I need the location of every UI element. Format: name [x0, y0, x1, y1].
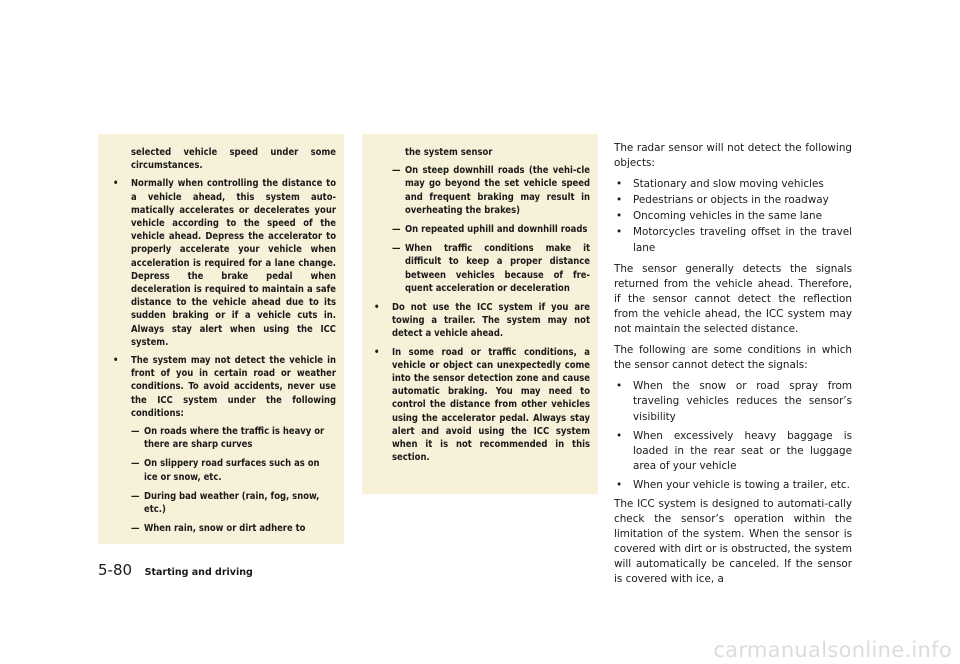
list-item-text: Oncoming vehicles in the same lane — [633, 210, 823, 223]
warning-dash-text: On slippery road surfaces such as on ice or snow, etc. — [144, 458, 320, 483]
page-footer — [98, 560, 253, 579]
dash-marker: — — [392, 243, 401, 255]
warning-bullet-text: The system may not detect the vehicle in front of you in certain road or weather conditions. To avoid accidents, never use the ICC system under the following conditions: — [131, 355, 336, 419]
list-item-text: When your vehicle is towing a trailer, etc. — [633, 478, 850, 491]
bullet-marker: • — [616, 380, 623, 393]
body-paragraph: The ICC system is designed to automati-cally check the sensor’s operation within the limitation of the system. When the sensor is covered with dirt or is obstructed, the system will automatically be canceled. If the sensor is covered with ice, a — [614, 497, 852, 586]
warning-dash-item — [372, 164, 590, 217]
warning-dash-item — [372, 242, 590, 295]
warning-dash-text: During bad weather (rain, fog, snow, etc.) — [144, 490, 320, 516]
list-item — [614, 379, 852, 424]
dash-marker: — — [392, 224, 401, 236]
warning-continuation-text: selected vehicle speed under some circumstances. — [131, 147, 336, 172]
warning-dash-item — [111, 457, 336, 483]
dash-marker: — — [392, 165, 401, 177]
page-number: 5-80 — [98, 561, 133, 579]
body-text-column — [614, 141, 852, 594]
warning-dash-text: When rain, snow or dirt adhere to — [144, 523, 306, 535]
warning-bullet-text: Do not use the ICC system if you are towing a trailer. The system may not detect a vehicle ahead. — [392, 302, 590, 340]
list-item — [614, 209, 852, 224]
warning-dash-item — [372, 223, 590, 236]
bullet-marker: • — [616, 226, 623, 239]
list-item — [614, 193, 852, 208]
list-item-text: When the snow or road spray from traveling vehicles reduces the sensor’s visibility — [633, 380, 852, 423]
warning-bullet-item — [111, 177, 336, 349]
bullet-marker: • — [374, 346, 380, 358]
watermark-text: carmanualsonline.info — [713, 638, 952, 662]
list-item — [614, 429, 852, 474]
warning-bullet-item — [372, 346, 590, 465]
section-title: Starting and driving — [144, 567, 253, 578]
dash-marker: — — [131, 490, 140, 502]
list-item-text: When excessively heavy baggage is loaded in the rear seat or the luggage area of your vehicle — [633, 429, 852, 472]
warning-continuation-text: the system sensor — [405, 147, 493, 158]
bullet-marker: • — [616, 478, 623, 491]
bullet-marker: • — [616, 178, 623, 191]
list-item-text: Stationary and slow moving vehicles — [633, 178, 824, 191]
warning-box-right — [362, 134, 598, 494]
warning-dash-item — [111, 425, 336, 451]
list-item-text: Motorcycles traveling offset in the travel lane — [633, 226, 852, 254]
bullet-marker: • — [616, 194, 623, 207]
warning-dash-item — [111, 522, 336, 535]
dash-marker: — — [131, 426, 140, 438]
dash-marker: — — [131, 458, 140, 470]
body-paragraph: The following are some conditions in which the sensor cannot detect the signals: — [614, 344, 852, 372]
warning-bullet-item — [372, 301, 590, 341]
bullet-marker: • — [616, 429, 623, 442]
bullet-marker: • — [374, 302, 380, 314]
warning-dash-item — [111, 490, 336, 516]
bullet-marker: • — [113, 178, 119, 190]
list-item-text: Pedestrians or objects in the roadway — [633, 194, 829, 207]
warning-dash-text: On roads where the traffic is heavy or there are sharp curves — [144, 426, 325, 451]
body-paragraph: The sensor generally detects the signals returned from the vehicle ahead. Therefore, if the sensor cannot detect the reflection from the vehicle ahead, the ICC system may not maintain the selected distance. — [614, 262, 852, 336]
list-item — [614, 177, 852, 192]
warning-dash-text: When traffic conditions make it difficult to keep a proper distance between vehicles because of fre-quent acceleration or deceleration — [405, 243, 590, 294]
warning-bullet-text: In some road or traffic conditions, a vehicle or object can unexpectedly come into the sensor detection zone and cause automatic braking. You may need to control the distance from other vehicles using the accelerator pedal. Always stay alert and avoid using the ICC system when it is not recommended in this section. — [392, 346, 590, 464]
warning-box-left — [98, 134, 344, 544]
warning-bullet-item — [111, 354, 336, 420]
bullet-marker: • — [616, 210, 623, 223]
list-item — [614, 478, 852, 493]
list-item — [614, 225, 852, 255]
warning-dash-text: On repeated uphill and downhill roads — [405, 224, 588, 236]
dash-marker: — — [131, 523, 140, 535]
warning-bullet-text: Normally when controlling the distance to a vehicle ahead, this system auto-matically accelerates or decelerates your vehicle according to the speed of the vehicle ahead. Depress the accelerator to properly accelerate your vehicle when acceleration is required for a lane change. Depress the brake pedal when deceleration is required to maintain a safe distance to the vehicle ahead due to its sudden braking or if a vehicle cuts in. Always stay alert when using the ICC system. — [131, 178, 336, 348]
warning-dash-text: On steep downhill roads (the vehi-cle may go beyond the set vehicle speed and frequent braking may result in overheating the brakes) — [405, 165, 590, 216]
bullet-marker: • — [113, 355, 119, 367]
body-paragraph: The radar sensor will not detect the following objects: — [614, 142, 852, 170]
